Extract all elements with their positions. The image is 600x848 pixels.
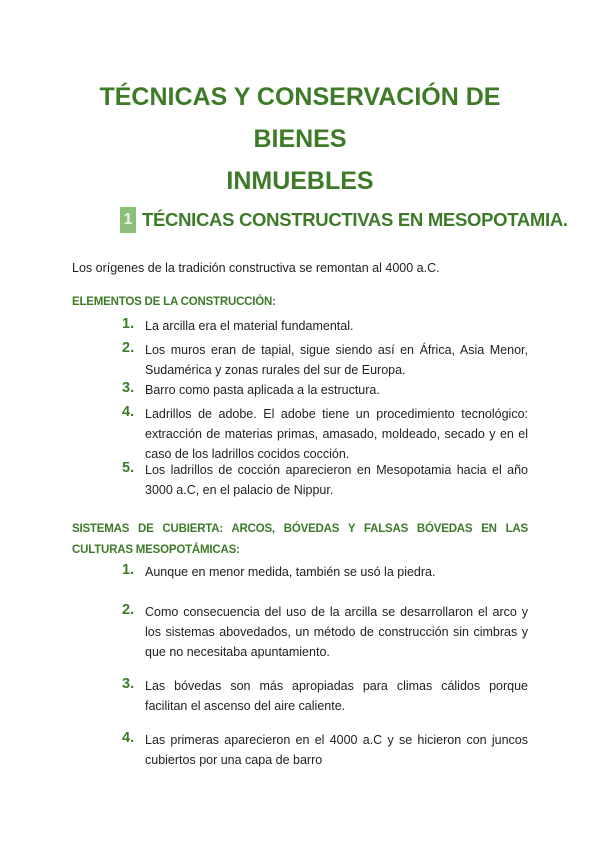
list-item-number: 3. xyxy=(122,380,135,396)
page-title-line-2: INMUEBLES xyxy=(226,167,374,195)
list-item-text: Los ladrillos de cocción aparecieron en Mesopotamia hacia el año 3000 a.C, en el palacio de Nippur. xyxy=(145,463,528,497)
list-item-text: Aunque en menor medida, también se usó la piedra. xyxy=(145,565,436,579)
page-title-line-1: TÉCNICAS Y CONSERVACIÓN DE BIENES xyxy=(99,83,501,153)
list-item-number: 4. xyxy=(122,404,135,420)
list-item-text: Los muros eran de tapial, sigue siendo así en África, Asia Menor, Sudamérica y zonas rurales del sur de Europa. xyxy=(145,343,528,377)
section-number-badge: 1 xyxy=(120,207,136,233)
intro-paragraph: Los orígenes de la tradición constructiva se remontan al 4000 a.C. xyxy=(72,261,440,275)
list-item-text: Las bóvedas son más apropiadas para climas cálidos porque facilitan el ascenso del aire caliente. xyxy=(145,679,528,713)
list-item-text: Ladrillos de adobe. El adobe tiene un procedimiento tecnológico: extracción de materias primas, amasado, moldeado, secado y en el caso de los ladrillos cocidos cocción. xyxy=(145,407,528,461)
list-item-number: 2. xyxy=(122,340,135,356)
list-item-number: 1. xyxy=(122,316,135,332)
section-title: TÉCNICAS CONSTRUCTIVAS EN MESOPOTAMIA. xyxy=(142,209,568,230)
elementos-heading: ELEMENTOS DE LA CONSTRUCCIÓN: xyxy=(72,296,276,308)
list-item-number: 3. xyxy=(122,676,135,692)
list-item-text: Las primeras aparecieron en el 4000 a.C y se hicieron con juncos cubiertos por una capa de barro xyxy=(145,733,528,767)
list-item-number: 5. xyxy=(122,460,135,476)
sistemas-heading: SISTEMAS DE CUBIERTA: ARCOS, BÓVEDAS Y FALSAS BÓVEDAS EN LAS CULTURAS MESOPOTÁMICAS: xyxy=(72,523,528,556)
page-title xyxy=(60,76,540,202)
list-item-number: 4. xyxy=(122,730,135,746)
section-heading xyxy=(120,206,568,234)
list-item-number: 2. xyxy=(122,602,135,618)
list-item-text: La arcilla era el material fundamental. xyxy=(145,319,354,333)
list-item-number: 1. xyxy=(122,562,135,578)
list-item-text: Barro como pasta aplicada a la estructura. xyxy=(145,383,380,397)
list-item-text: Como consecuencia del uso de la arcilla se desarrollaron el arco y los sistemas abovedados, un método de construcción sin cimbras y que no necesitaba apuntamiento. xyxy=(145,605,528,659)
